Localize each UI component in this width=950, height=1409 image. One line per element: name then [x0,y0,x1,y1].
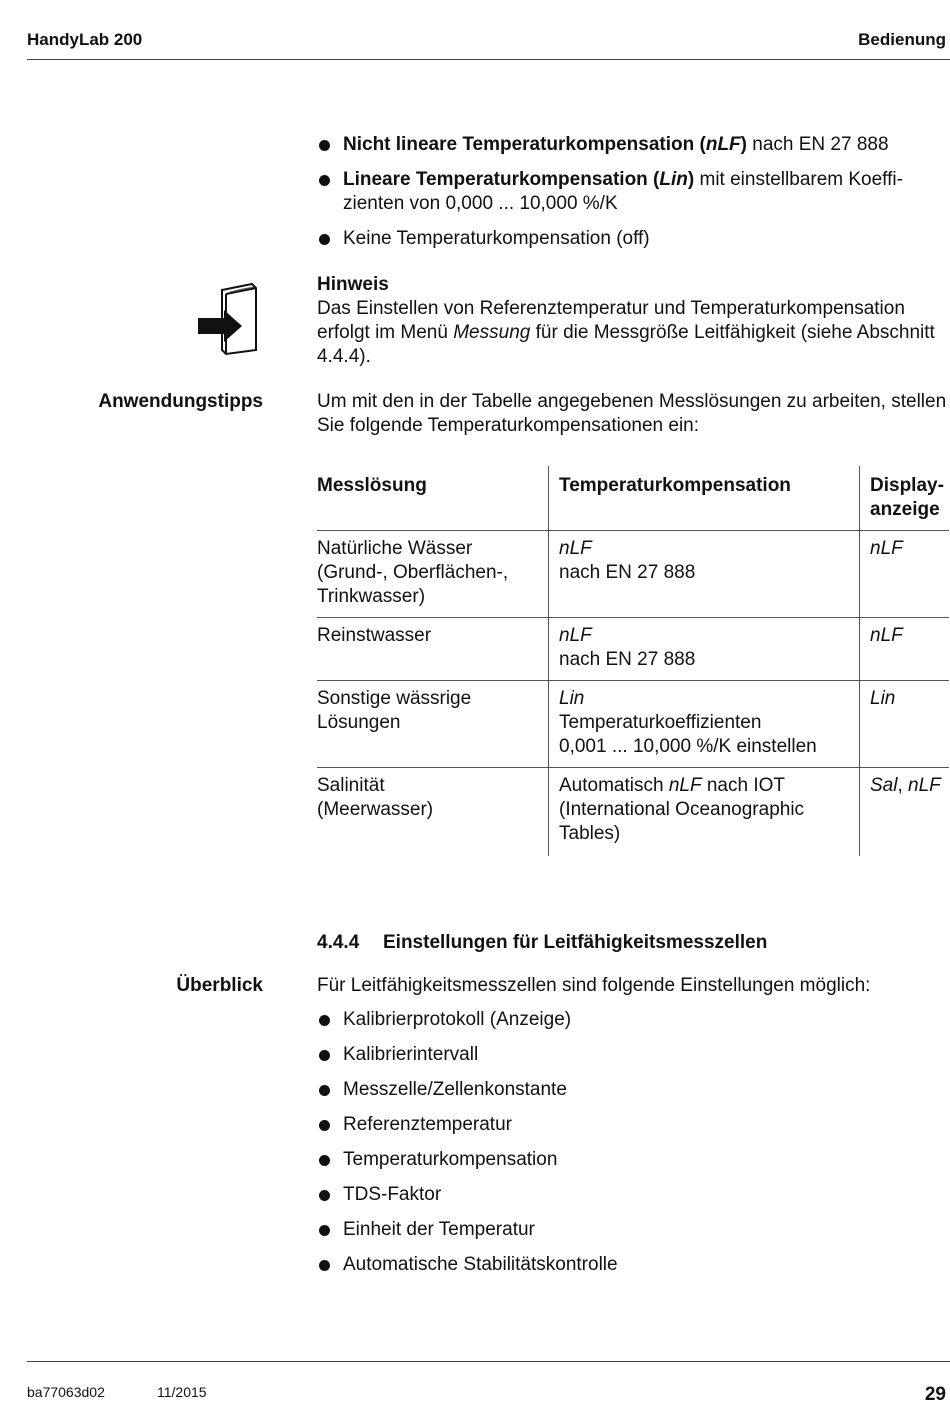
cell-solution: Reinstwasser [317,618,549,681]
list-item: Keine Temperaturkompensation (off) [317,227,949,251]
section-number: 4.4.4 [317,932,360,953]
table-row [317,768,949,857]
list-item: Kalibrierintervall [317,1043,949,1067]
compensation-table [317,466,949,856]
overview-intro: Für Leitfähigkeitsmesszellen sind folgende Einstellungen möglich: [317,975,871,996]
section-heading [317,931,767,955]
note-text: Das Einstellen von Referenztemperatur und Temperaturkompensation erfolgt im Menü Messung für die Messgröße Leitfähigkeit (siehe Abschnitt 4.4.4). [317,298,935,367]
side-label-tips: Anwendungstipps [98,391,263,412]
cell-solution: Natürliche Wässer (Grund-, Oberflächen-, Trinkwasser) [317,531,549,618]
header-title: HandyLab 200 [27,30,143,49]
cell-compensation: nLF nach EN 27 888 [549,618,860,681]
list-item: Temperaturkompensation [317,1148,949,1172]
cell-display: Sal, nLF [860,768,950,857]
list-item: Nicht lineare Temperaturkompensation (nLF) nach EN 27 888 [317,133,949,157]
header-rule [27,59,950,60]
table-row [317,681,949,768]
page-number: 29 [924,1384,946,1405]
footer-doc-id: ba77063d02 [27,1384,105,1400]
note-title: Hinweis [317,274,389,295]
footer-rule [27,1361,950,1362]
list-item: TDS-Faktor [317,1183,949,1207]
note-block [317,273,949,369]
cell-display: Lin [860,681,950,768]
cell-solution: Salinität (Meerwasser) [317,768,549,857]
list-item: Lineare Temperaturkompensation (Lin) mit einstellbarem Koeffi- zienten von 0,000 ... 10,000 %/K [317,168,949,216]
book-arrow-icon [196,280,264,358]
table-row [317,618,949,681]
section-title: Einstellungen für Leitfähigkeitsmesszellen [383,932,768,953]
tips-intro: Um mit den in der Tabelle angegebenen Messlösungen zu arbeiten, stellen Sie folgende Temperaturkompensationen ein: [317,391,947,436]
cell-display: nLF [860,618,950,681]
header-section: Bedienung [858,30,946,49]
side-label-overview: Überblick [176,975,263,996]
cell-compensation: Automatisch nLF nach IOT (International Oceanographic Tables) [549,768,860,857]
compensation-options-list [317,133,949,251]
cell-display: nLF [860,531,950,618]
list-item: Einheit der Temperatur [317,1218,949,1242]
footer-date: 11/2015 [157,1384,207,1400]
col-header-display: Display- anzeige [860,466,950,531]
list-item: Messzelle/Zellenkonstante [317,1078,949,1102]
cell-compensation: nLF nach EN 27 888 [549,531,860,618]
table-row [317,531,949,618]
table-header-row [317,466,949,531]
list-item: Referenztemperatur [317,1113,949,1137]
list-item: Automatische Stabilitätskontrolle [317,1253,949,1277]
col-header-solution: Messlösung [317,475,427,496]
col-header-compensation: Temperaturkompensation [549,466,860,531]
cell-solution: Sonstige wässrige Lösungen [317,681,549,768]
cell-compensation: Lin Temperaturkoeffizienten 0,001 ... 10,000 %/K einstellen [549,681,860,768]
overview-block [317,974,949,1277]
list-item: Kalibrierprotokoll (Anzeige) [317,1008,949,1032]
